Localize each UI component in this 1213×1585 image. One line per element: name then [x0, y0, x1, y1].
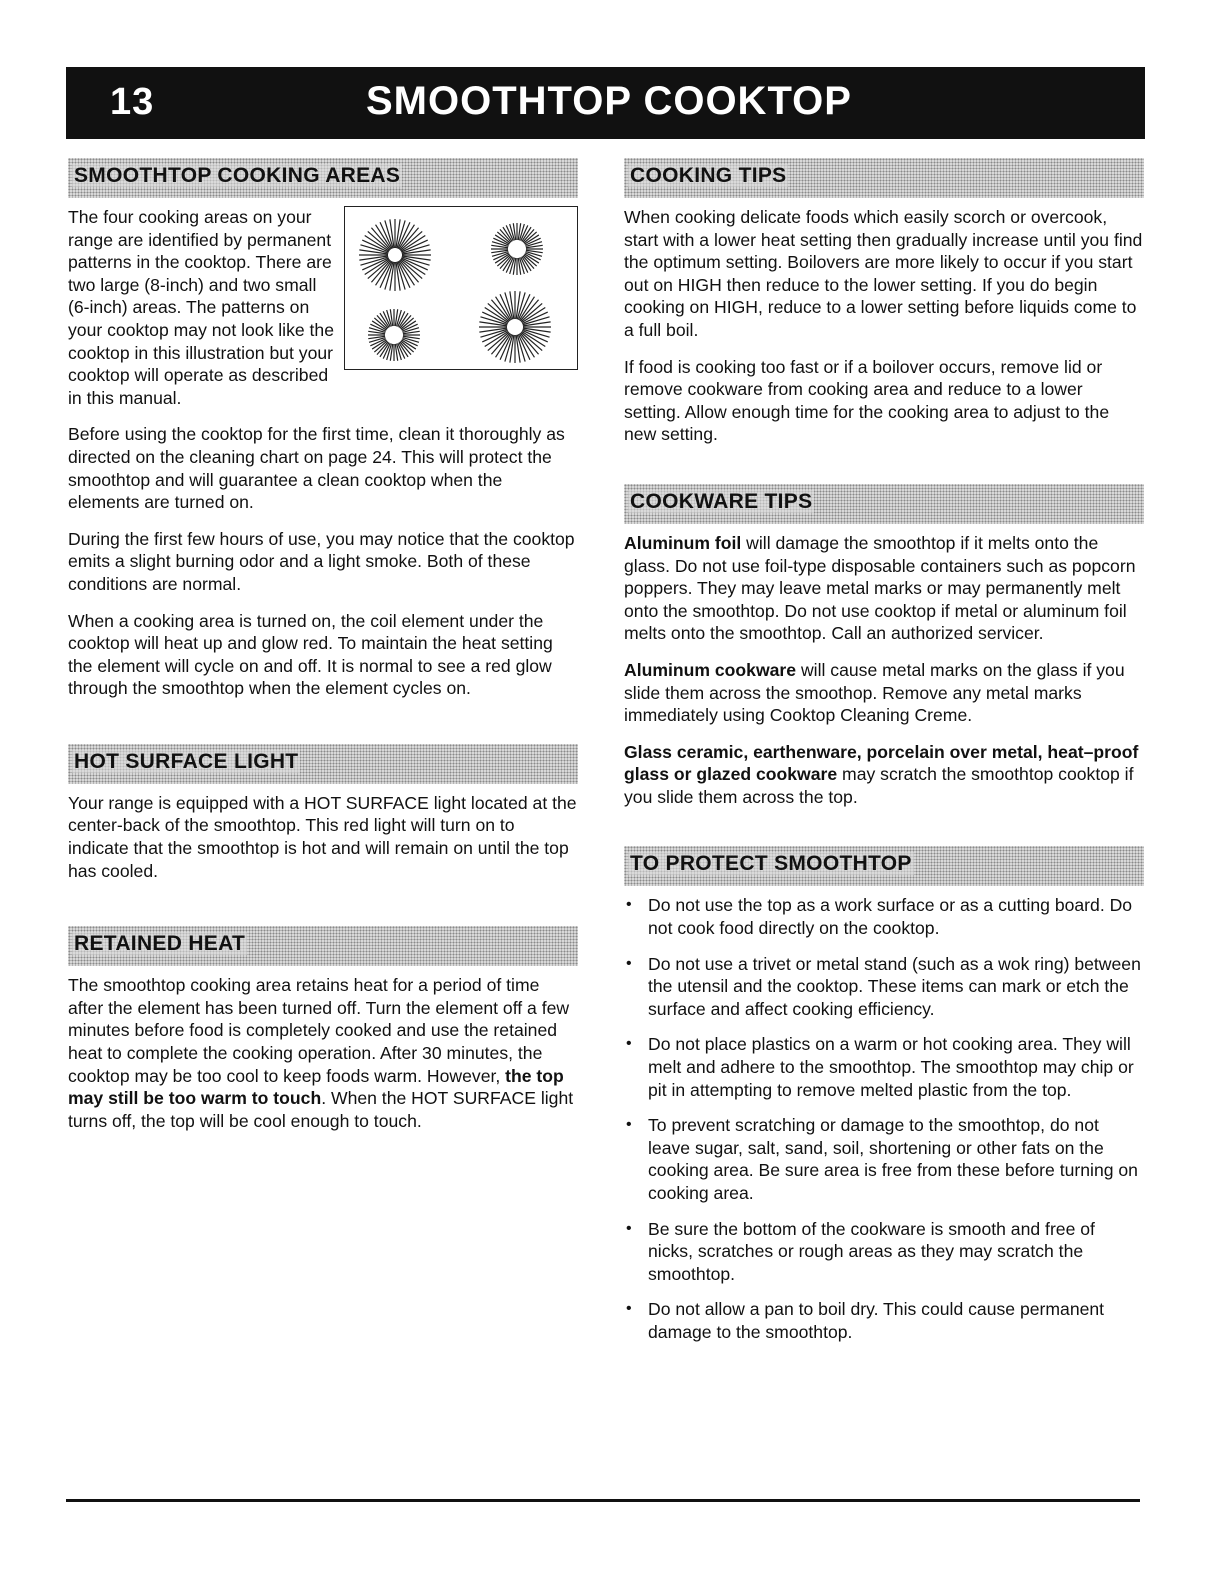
section-heading-protect-smoothtop: TO PROTECT SMOOTHTOP	[624, 846, 1144, 886]
page-header	[66, 67, 1145, 139]
list-item: • To prevent scratching or damage to the smoothtop, do not leave sugar, salt, sand, soil, shortening or other fats on the cooking area. Be sure area is free from these before turning on cooking area.	[626, 1115, 1138, 1203]
bullet-icon: •	[626, 954, 632, 972]
protect-smoothtop-list	[624, 894, 1144, 1343]
section-heading-cooking-tips: COOKING TIPS	[624, 158, 1144, 198]
bullet-icon: •	[626, 1219, 632, 1237]
section-heading-cookware-tips: COOKWARE TIPS	[624, 484, 1144, 524]
list-item: • Do not use the top as a work surface or as a cutting board. Do not cook food directly on the cooktop.	[626, 895, 1133, 939]
page-title: SMOOTHTOP COOKTOP	[366, 79, 852, 123]
list-item: • Do not allow a pan to boil dry. This could cause permanent damage to the smoothtop.	[626, 1299, 1105, 1342]
bullet-icon: •	[626, 1035, 632, 1053]
cookware-tip-aluminum-cookware: Aluminum cookware will cause metal marks on the glass if you slide them across the smoothop. Remove any metal marks immediately using Cooktop Cleaning Creme.	[624, 659, 1125, 726]
section-heading-retained-heat: RETAINED HEAT	[68, 926, 578, 966]
bullet-icon: •	[626, 1116, 632, 1134]
footer-rule	[66, 1499, 1140, 1502]
section-heading-hot-surface-light: HOT SURFACE LIGHT	[68, 744, 578, 784]
section-heading-cooking-areas: SMOOTHTOP COOKING AREAS	[68, 158, 578, 198]
retained-heat-warning: the top may still be too warm to touch	[68, 1065, 564, 1109]
bullet-icon: •	[626, 1300, 632, 1318]
cooktop-patterns-icon	[345, 207, 577, 369]
list-item: • Be sure the bottom of the cookware is smooth and free of nicks, scratches or rough areas as they may scratch the smoothtop.	[626, 1218, 1095, 1284]
retained-heat-paragraph: The smoothtop cooking area retains heat for a period of time after the element has been turned off. Turn the element off a few minutes before food is completely cooked and use the retained heat to complete the cooking operation. After 30 minutes, the cooktop may be too cool to keep foods warm. However, the top may still be too warm to touch. When the HOT SURFACE light turns off, the top will be cool enough to touch.	[68, 975, 574, 1131]
cooking-areas-paragraph-1: The four cooking areas on your range are identified by permanent patterns in the cooktop. There are two large (8-inch) and two small (6-inch) areas. The patterns on your cooktop may not look like the cooktop in this illustration but your cooktop will operate as described in this manual.	[68, 207, 335, 408]
cooking-areas-paragraph-3: During the first few hours of use, you may notice that the cooktop emits a slight burning odor and a light smoke. Both of these conditions are normal.	[68, 528, 575, 594]
cooking-areas-paragraph-2: Before using the cooktop for the first time, clean it thoroughly as directed on the cleaning chart on page 24. This will protect the smoothtop and will guarantee a clean cooktop when the elements are turned on.	[68, 424, 565, 513]
cooking-tips-paragraph-2: If food is cooking too fast or if a boilover occurs, remove lid or remove cookware from cooking area and reduce to a lower setting. Allow enough time for the cooking area to adjust to the new setting.	[624, 356, 1110, 445]
cooktop-illustration	[344, 206, 578, 370]
cookware-tip-glass-ceramic: Glass ceramic, earthenware, porcelain over metal, heat–proof glass or glazed cookware may scratch the smoothtop cooktop if you slide them across the top.	[624, 741, 1139, 807]
cookware-tip-aluminum-foil: Aluminum foil will damage the smoothtop if it melts onto the glass. Do not use foil-type disposable containers such as popcorn poppers. They may leave metal marks or may permanently melt onto the smoothtop. Do not use cooktop if metal or aluminum foil melts onto the smoothtop. Call an authorized servicer.	[624, 532, 1136, 644]
page-number: 13	[110, 81, 155, 123]
left-column	[68, 158, 578, 1146]
cooking-areas-intro	[68, 206, 578, 409]
cooking-areas-paragraph-4: When a cooking area is turned on, the coil element under the cooktop will heat up and glow red. To maintain the heat setting the element will cycle on and off. It is normal to see a red glow through the smoothtop when the element cycles on.	[68, 610, 553, 699]
list-item: • Do not use a trivet or metal stand (such as a wok ring) between the utensil and the cooktop. These items can mark or etch the surface and affect cooking efficiency.	[626, 953, 1141, 1019]
hot-surface-light-paragraph: Your range is equipped with a HOT SURFACE light located at the center-back of the smoothtop. This red light will turn on to indicate that the smoothtop is hot and will remain on until the top has cooled.	[68, 792, 577, 881]
list-item: • Do not place plastics on a warm or hot cooking area. They will melt and adhere to the smoothtop. The smoothtop may chip or pit in attempting to remove melted plastic from the top.	[626, 1034, 1134, 1100]
cooking-tips-paragraph-1: When cooking delicate foods which easily scorch or overcook, start with a lower heat setting then gradually increase until you find the optimum setting. Boilovers are more likely to occur if you start out on HIGH then reduce to the lower setting. If you do begin cooking on HIGH, reduce to a lower setting before liquids come to a full boil.	[624, 207, 1143, 340]
bullet-icon: •	[626, 896, 632, 914]
right-column	[624, 158, 1144, 1357]
